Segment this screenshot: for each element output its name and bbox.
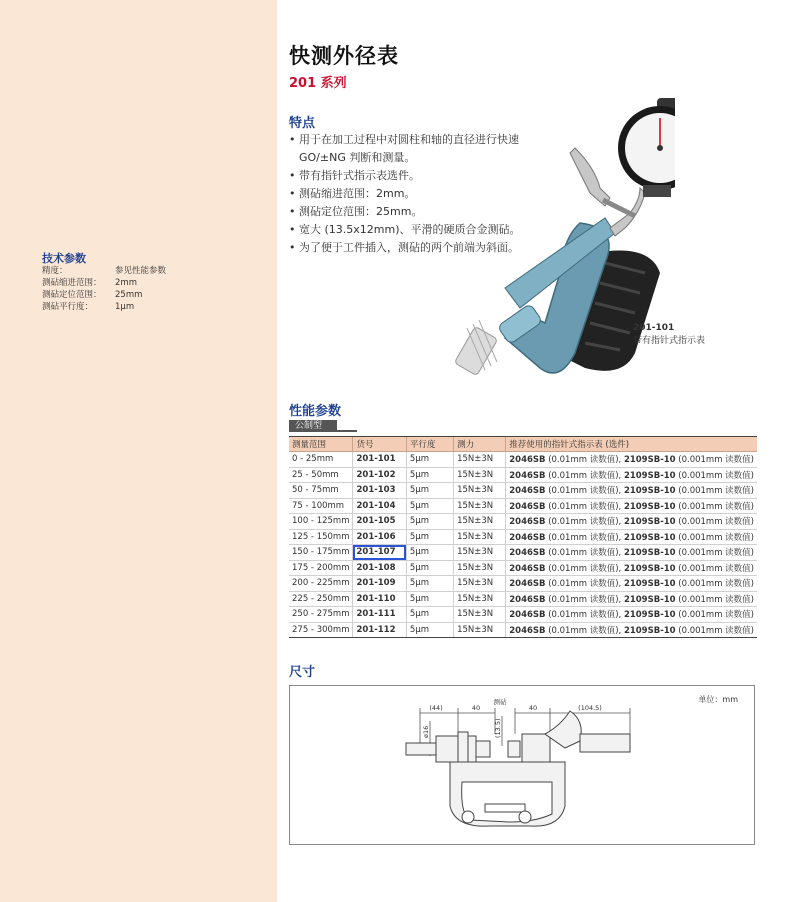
spec-row: 测砧缩进范围： 2mm: [42, 278, 137, 288]
indicator-cell: [506, 576, 757, 592]
spec-heading: 技术参数: [42, 252, 86, 265]
table-row: [289, 607, 757, 623]
parallelism-cell: 5μm: [406, 607, 453, 623]
indicator-text: (0.001mm 读数值): [675, 625, 754, 636]
indicator-text: 2109SB-10: [623, 563, 676, 574]
force-cell: 15N±3N: [454, 514, 506, 530]
force-cell: 15N±3N: [454, 529, 506, 545]
caption-desc: 带有指针式指示表: [633, 336, 706, 346]
code-cell: 201-107: [353, 545, 406, 561]
code-cell: 201-108: [353, 560, 406, 576]
indicator-cell: [506, 591, 757, 607]
indicator-text: (0.01mm 读数值),: [545, 517, 624, 528]
sidebar-panel: [0, 0, 277, 902]
spec-row: 测砧定位范围： 25mm: [42, 290, 143, 300]
series-subtitle: 201 系列: [289, 76, 347, 91]
parallelism-cell: 5μm: [406, 591, 453, 607]
parallelism-cell: 5μm: [406, 467, 453, 483]
indicator-text: 2046SB: [509, 501, 546, 512]
force-cell: 15N±3N: [454, 560, 506, 576]
range-cell: 200 - 225mm: [289, 576, 353, 592]
code-cell: 201-110: [353, 591, 406, 607]
range-cell: 25 - 50mm: [289, 467, 353, 483]
spec-list: [42, 265, 166, 313]
page-title: 快测外径表: [289, 44, 399, 68]
indicator-text: (0.001mm 读数值): [675, 548, 754, 559]
code-cell: 201-105: [353, 514, 406, 530]
indicator-text: (0.001mm 读数值): [675, 563, 754, 574]
force-cell: 15N±3N: [454, 622, 506, 638]
col-force: 测力: [454, 437, 506, 452]
indicator-text: 2109SB-10: [623, 548, 676, 559]
table-row: [289, 622, 757, 638]
table-row: [289, 498, 757, 514]
indicator-text: 2109SB-10: [623, 470, 676, 481]
range-cell: 125 - 150mm: [289, 529, 353, 545]
range-cell: 150 - 175mm: [289, 545, 353, 561]
photo-caption: [633, 322, 705, 348]
indicator-text: (0.01mm 读数值),: [545, 548, 624, 559]
feature-item: • 为了便于工件插入，测砧的两个前端为斜面。: [289, 239, 529, 257]
indicator-text: 2046SB: [509, 532, 546, 543]
dial-indicator: [618, 98, 675, 197]
force-cell: 15N±3N: [454, 607, 506, 623]
unit-label: 单位：mm: [698, 695, 738, 704]
indicator-text: 2109SB-10: [623, 486, 676, 497]
range-cell: 175 - 200mm: [289, 560, 353, 576]
range-cell: 250 - 275mm: [289, 607, 353, 623]
code-cell: 201-111: [353, 607, 406, 623]
indicator-text: (0.001mm 读数值): [675, 486, 754, 497]
range-cell: 50 - 75mm: [289, 483, 353, 499]
table-header-row: [289, 437, 757, 452]
range-cell: 0 - 25mm: [289, 452, 353, 468]
col-range: 测量范围: [289, 437, 353, 452]
indicator-text: 2046SB: [509, 610, 546, 621]
force-cell: 15N±3N: [454, 452, 506, 468]
indicator-text: (0.01mm 读数值),: [545, 610, 624, 621]
indicator-text: (0.01mm 读数值),: [545, 470, 624, 481]
indicator-text: (0.001mm 读数值): [675, 532, 754, 543]
table-row: [289, 452, 757, 468]
indicator-text: (0.01mm 读数值),: [545, 501, 624, 512]
indicator-text: 2109SB-10: [623, 455, 676, 466]
indicator-text: 2046SB: [509, 486, 546, 497]
indicator-cell: [506, 545, 757, 561]
dim-dia16: ø16: [422, 725, 430, 738]
product-photo: [445, 88, 675, 403]
indicator-text: 2046SB: [509, 470, 546, 481]
col-parallelism: 平行度: [406, 437, 453, 452]
code-cell: 201-109: [353, 576, 406, 592]
table-row: [289, 514, 757, 530]
indicator-text: (0.01mm 读数值),: [545, 594, 624, 605]
parallelism-cell: 5μm: [406, 514, 453, 530]
indicator-cell: [506, 483, 757, 499]
feature-item: • 宽大 (13.5x12mm)、平滑的硬质合金测砧。: [289, 221, 529, 239]
indicator-cell: [506, 607, 757, 623]
table-row: [289, 467, 757, 483]
indicator-text: (0.01mm 读数值),: [545, 579, 624, 590]
indicator-text: (0.001mm 读数值): [675, 579, 754, 590]
force-cell: 15N±3N: [454, 576, 506, 592]
indicator-text: 2046SB: [509, 455, 546, 466]
dim-40a: 40: [471, 704, 481, 712]
force-cell: 15N±3N: [454, 467, 506, 483]
parallelism-cell: 5μm: [406, 498, 453, 514]
range-cell: 100 - 125mm: [289, 514, 353, 530]
col-indicator: 推荐使用的指针式指示表 (选件): [506, 437, 757, 452]
col-code: 货号: [353, 437, 406, 452]
indicator-text: (0.001mm 读数值): [675, 517, 754, 528]
indicator-text: 2109SB-10: [623, 517, 676, 528]
dim-40b: 40: [528, 704, 538, 712]
indicator-text: (0.001mm 读数值): [675, 501, 754, 512]
indicator-text: 2109SB-10: [623, 532, 676, 543]
range-cell: 225 - 250mm: [289, 591, 353, 607]
parallelism-cell: 5μm: [406, 452, 453, 468]
performance-table: [289, 436, 757, 638]
indicator-text: (0.01mm 读数值),: [545, 486, 624, 497]
performance-heading: 性能参数: [289, 404, 342, 419]
dimension-drawing-box: [289, 685, 755, 845]
indicator-text: 2046SB: [509, 594, 546, 605]
indicator-cell: [506, 467, 757, 483]
code-cell: 201-102: [353, 467, 406, 483]
indicator-cell: [506, 452, 757, 468]
spec-row: 测砧平行度： 1μm: [42, 302, 135, 312]
parallelism-cell: 5μm: [406, 622, 453, 638]
indicator-text: (0.01mm 读数值),: [545, 532, 624, 543]
table-row: [289, 560, 757, 576]
indicator-text: 2109SB-10: [623, 625, 676, 636]
feature-item: • 带有指针式指示表选件。: [289, 167, 529, 185]
spec-row: 精度： 参见性能参数: [42, 266, 167, 276]
table-row: [289, 483, 757, 499]
parallelism-cell: 5μm: [406, 545, 453, 561]
indicator-text: (0.001mm 读数值): [675, 594, 754, 605]
indicator-text: (0.001mm 读数值): [675, 455, 754, 466]
dim-13-5: (13.5): [494, 718, 502, 738]
dim-104-5: (104.5): [578, 704, 602, 712]
indicator-text: (0.01mm 读数值),: [545, 563, 624, 574]
indicator-text: (0.01mm 读数值),: [545, 625, 624, 636]
indicator-text: 2046SB: [509, 563, 546, 574]
indicator-text: (0.001mm 读数值): [675, 610, 754, 621]
indicator-text: 2109SB-10: [623, 579, 676, 590]
indicator-cell: [506, 560, 757, 576]
indicator-cell: [506, 529, 757, 545]
feature-item: • 用于在加工过程中对圆柱和轴的直径进行快速 GO/±NG 判断和测量。: [289, 131, 529, 167]
indicator-text: 2046SB: [509, 517, 546, 528]
metric-tag: 公制型: [289, 420, 337, 432]
table-row: [289, 591, 757, 607]
force-cell: 15N±3N: [454, 545, 506, 561]
indicator-text: 2046SB: [509, 625, 546, 636]
parallelism-cell: 5μm: [406, 576, 453, 592]
knurled-thimble: [454, 320, 498, 376]
indicator-text: 2046SB: [509, 548, 546, 559]
dimension-drawing: [290, 686, 754, 844]
parallelism-cell: 5μm: [406, 483, 453, 499]
indicator-text: 2109SB-10: [623, 610, 676, 621]
code-cell: 201-101: [353, 452, 406, 468]
indicator-cell: [506, 622, 757, 638]
force-cell: 15N±3N: [454, 498, 506, 514]
code-cell: 201-106: [353, 529, 406, 545]
indicator-cell: [506, 514, 757, 530]
table-row: [289, 576, 757, 592]
feature-item: • 测砧缩进范围：2mm。: [289, 185, 529, 203]
dim-anvil: 测砧: [493, 698, 507, 706]
dimensions-heading: 尺寸: [289, 665, 316, 680]
range-cell: 75 - 100mm: [289, 498, 353, 514]
parallelism-cell: 5μm: [406, 560, 453, 576]
indicator-text: (0.001mm 读数值): [675, 470, 754, 481]
feature-item: • 测砧定位范围：25mm。: [289, 203, 529, 221]
indicator-text: 2046SB: [509, 579, 546, 590]
range-cell: 275 - 300mm: [289, 622, 353, 638]
indicator-text: (0.01mm 读数值),: [545, 455, 624, 466]
code-cell: 201-104: [353, 498, 406, 514]
indicator-text: 2109SB-10: [623, 501, 676, 512]
features-heading: 特点: [289, 116, 316, 131]
code-cell: 201-103: [353, 483, 406, 499]
table-row: [289, 529, 757, 545]
force-cell: 15N±3N: [454, 483, 506, 499]
parallelism-cell: 5μm: [406, 529, 453, 545]
indicator-cell: [506, 498, 757, 514]
code-cell: 201-112: [353, 622, 406, 638]
force-cell: 15N±3N: [454, 591, 506, 607]
caption-model: 201-101: [633, 323, 675, 333]
tag-underline: [337, 430, 357, 432]
table-row: [289, 545, 757, 561]
dim-44: (44): [429, 704, 443, 712]
indicator-text: 2109SB-10: [623, 594, 676, 605]
